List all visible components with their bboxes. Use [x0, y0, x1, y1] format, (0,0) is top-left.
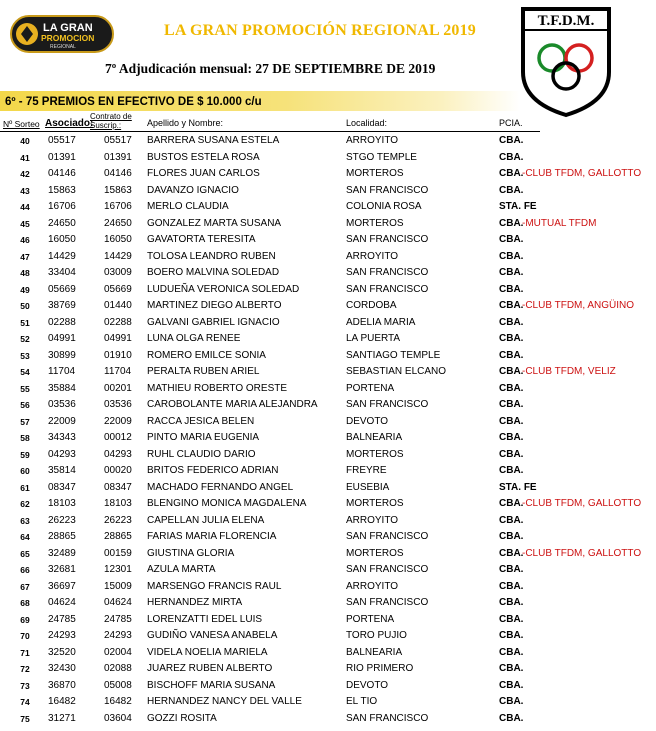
row-localidad: BALNEARIA: [346, 646, 403, 658]
table-row: [0, 710, 656, 727]
row-asociado: 24293: [48, 630, 76, 641]
row-pcia: CBA.: [499, 679, 524, 691]
row-localidad: SAN FRANCISCO: [346, 712, 429, 724]
row-pcia: CBA.: [499, 349, 524, 361]
row-localidad: SAN FRANCISCO: [346, 597, 429, 608]
row-nombre: GIUSTINA GLORIA: [147, 547, 235, 559]
row-localidad: FREYRE: [346, 465, 387, 476]
row-number: 57: [20, 416, 30, 427]
row-localidad: PORTENA: [346, 613, 395, 625]
row-contrato: 02004: [104, 646, 132, 658]
row-number: 43: [20, 185, 30, 196]
row-number: 72: [20, 664, 30, 674]
row-nombre: GONZALEZ MARTA SUSANA: [147, 217, 282, 229]
row-localidad: SAN FRANCISCO: [346, 184, 429, 196]
row-contrato: 03009: [104, 267, 132, 278]
row-number: 64: [20, 532, 30, 542]
row-asociado: 04146: [48, 168, 76, 179]
row-localidad: ARROYITO: [346, 580, 399, 592]
row-pcia: CBA.: [499, 283, 524, 295]
row-pcia: CBA.: [499, 366, 524, 377]
row-asociado: 35884: [48, 382, 76, 394]
row-contrato: 02288: [104, 316, 132, 328]
row-number: 67: [20, 581, 30, 592]
row-note: -CLUB TFDM, GALLOTTO: [522, 168, 642, 179]
table-row: [0, 264, 656, 281]
row-contrato: 15009: [104, 580, 132, 592]
row-localidad: MORTEROS: [346, 448, 404, 460]
row-contrato: 04293: [104, 448, 132, 460]
row-number: 63: [20, 515, 30, 526]
table-row: [0, 149, 656, 166]
row-asociado: 05517: [48, 135, 76, 146]
row-asociado: 18103: [48, 498, 76, 509]
row-localidad: MORTEROS: [346, 217, 404, 229]
row-nombre: AZULA MARTA: [147, 564, 216, 575]
page-title: LA GRAN PROMOCIÓN REGIONAL 2019: [164, 22, 476, 39]
row-number: 46: [20, 235, 30, 245]
table-row: [0, 594, 656, 611]
table-row: [0, 495, 656, 512]
col-header-contrato-line1: Contrato de: [90, 112, 132, 121]
row-localidad: ARROYITO: [346, 135, 399, 146]
row-nombre: FLORES JUAN CARLOS: [147, 168, 260, 179]
row-contrato: 05669: [104, 283, 132, 295]
row-contrato: 01910: [104, 349, 132, 361]
table-row: [0, 380, 656, 397]
row-number: 56: [20, 400, 30, 410]
row-nombre: RUHL CLAUDIO DARIO: [147, 448, 256, 460]
row-pcia: CBA.: [499, 399, 524, 410]
row-contrato: 12301: [104, 564, 132, 575]
table-row: [0, 446, 656, 463]
col-header-nombre: Apellido y Nombre:: [147, 118, 224, 128]
row-pcia: CBA.: [499, 135, 524, 146]
table-row: [0, 314, 656, 331]
table-row: [0, 165, 656, 182]
row-localidad: ADELIA MARIA: [346, 316, 416, 328]
row-localidad: SAN FRANCISCO: [346, 399, 429, 410]
row-number: 75: [20, 713, 30, 724]
row-nombre: PERALTA RUBEN ARIEL: [147, 366, 260, 377]
row-number: 42: [20, 169, 30, 179]
table-row: [0, 413, 656, 430]
row-nombre: MARTINEZ DIEGO ALBERTO: [147, 300, 282, 311]
table-row: [0, 479, 656, 496]
row-contrato: 16482: [104, 696, 132, 707]
row-localidad: ARROYITO: [346, 250, 399, 262]
row-note: -CLUB TFDM, VELIZ: [522, 366, 616, 377]
row-contrato: 00012: [104, 432, 132, 443]
row-contrato: 24293: [104, 630, 132, 641]
prize-line: 6º - 75 PREMIOS EN EFECTIVO DE $ 10.000 c/u: [5, 96, 262, 108]
row-localidad: DEVOTO: [346, 415, 389, 427]
table-row: [0, 644, 656, 661]
row-number: 49: [20, 284, 30, 295]
col-header-contrato: [90, 112, 132, 130]
row-number: 71: [20, 647, 30, 658]
row-asociado: 30899: [48, 349, 76, 361]
row-asociado: 36870: [48, 679, 76, 691]
row-asociado: 31271: [48, 712, 76, 724]
row-nombre: BOERO MALVINA SOLEDAD: [147, 267, 280, 278]
row-nombre: LUDUEÑA VERONICA SOLEDAD: [147, 283, 300, 295]
table-row: [0, 198, 656, 215]
row-number: 70: [20, 631, 30, 641]
row-contrato: 26223: [104, 514, 132, 526]
row-contrato: 01440: [104, 300, 132, 311]
tfdm-shield-logo: [520, 6, 612, 118]
row-nombre: ROMERO EMILCE SONIA: [147, 349, 266, 361]
row-pcia: CBA.: [499, 547, 524, 559]
row-pcia: CBA.: [499, 597, 524, 608]
row-number: 58: [20, 433, 30, 443]
row-contrato: 22009: [104, 415, 132, 427]
row-nombre: CAPELLAN JULIA ELENA: [147, 514, 265, 526]
row-nombre: BARRERA SUSANA ESTELA: [147, 135, 280, 146]
row-asociado: 16482: [48, 696, 76, 707]
row-number: 40: [20, 136, 30, 146]
row-asociado: 32489: [48, 547, 76, 559]
table-row: [0, 528, 656, 545]
row-localidad: DEVOTO: [346, 679, 389, 691]
table-row: [0, 330, 656, 347]
row-localidad: MORTEROS: [346, 498, 404, 509]
row-contrato: 16050: [104, 234, 132, 245]
row-number: 53: [20, 350, 30, 361]
table-row: [0, 512, 656, 529]
row-number: 41: [20, 152, 30, 163]
row-number: 44: [20, 202, 30, 212]
row-contrato: 02088: [104, 663, 132, 674]
row-localidad: SAN FRANCISCO: [346, 564, 429, 575]
row-asociado: 24785: [48, 613, 76, 625]
row-asociado: 14429: [48, 250, 76, 262]
row-asociado: 05669: [48, 283, 76, 295]
row-pcia: CBA.: [499, 514, 524, 526]
row-number: 52: [20, 334, 30, 344]
row-localidad: SAN FRANCISCO: [346, 267, 429, 278]
table-row: [0, 660, 656, 677]
row-pcia: CBA.: [499, 267, 524, 278]
row-pcia: CBA.: [499, 613, 524, 625]
row-contrato: 00201: [104, 382, 132, 394]
row-contrato: 05008: [104, 679, 132, 691]
row-note: -CLUB TFDM, GALLOTTO: [522, 547, 642, 559]
col-header-contrato-line2: Suscrip.:: [90, 121, 122, 130]
table-row: [0, 627, 656, 644]
row-localidad: TORO PUJIO: [346, 630, 407, 641]
row-asociado: 01391: [48, 151, 76, 163]
row-nombre: GOZZI ROSITA: [147, 712, 217, 724]
row-number: 74: [20, 697, 30, 707]
table-row: [0, 429, 656, 446]
row-pcia: CBA.: [499, 250, 524, 262]
row-nombre: PINTO MARIA EUGENIA: [147, 432, 260, 443]
row-pcia: CBA.: [499, 432, 524, 443]
row-nombre: TOLOSA LEANDRO RUBEN: [147, 250, 276, 262]
row-pcia: CBA.: [499, 696, 524, 707]
table-row: [0, 182, 656, 199]
row-nombre: HERNANDEZ NANCY DEL VALLE: [147, 696, 302, 707]
row-pcia: STA. FE: [499, 481, 537, 493]
row-localidad: SEBASTIAN ELCANO: [346, 366, 447, 377]
row-asociado: 02288: [48, 316, 76, 328]
row-pcia: CBA.: [499, 168, 524, 179]
row-number: 68: [20, 598, 30, 608]
row-number: 50: [20, 301, 30, 311]
row-asociado: 32520: [48, 646, 76, 658]
row-localidad: COLONIA ROSA: [346, 201, 422, 212]
row-number: 51: [20, 317, 30, 328]
row-localidad: SAN FRANCISCO: [346, 283, 429, 295]
row-pcia: CBA.: [499, 564, 524, 575]
row-number: 61: [20, 482, 30, 493]
row-number: 59: [20, 449, 30, 460]
row-nombre: LUNA OLGA RENEE: [147, 333, 241, 344]
la-gran-promocion-logo: [10, 14, 114, 54]
row-asociado: 04293: [48, 448, 76, 460]
row-number: 47: [20, 251, 30, 262]
row-pcia: CBA.: [499, 663, 524, 674]
col-header-localidad: Localidad:: [346, 118, 388, 128]
col-header-pcia: PCIA.: [499, 118, 523, 128]
col-header-num: Nº Sorteo: [3, 119, 40, 129]
row-nombre: GAVATORTA TERESITA: [147, 234, 256, 245]
row-nombre: BRITOS FEDERICO ADRIAN: [147, 465, 279, 476]
row-contrato: 24650: [104, 217, 132, 229]
row-nombre: DAVANZO IGNACIO: [147, 184, 239, 196]
row-asociado: 33404: [48, 267, 76, 278]
row-number: 45: [20, 218, 30, 229]
row-contrato: 01391: [104, 151, 132, 163]
row-contrato: 16706: [104, 201, 132, 212]
row-contrato: 00159: [104, 547, 132, 559]
row-number: 60: [20, 466, 30, 476]
row-pcia: CBA.: [499, 382, 524, 394]
table-row: [0, 248, 656, 265]
row-localidad: MORTEROS: [346, 168, 404, 179]
row-pcia: CBA.: [499, 498, 524, 509]
row-pcia: STA. FE: [499, 201, 537, 212]
row-asociado: 04624: [48, 597, 76, 608]
row-pcia: CBA.: [499, 333, 524, 344]
row-asociado: 34343: [48, 432, 76, 443]
row-contrato: 00020: [104, 465, 132, 476]
row-number: 54: [20, 367, 30, 377]
table-row: [0, 396, 656, 413]
row-asociado: 26223: [48, 514, 76, 526]
row-nombre: GALVANI GABRIEL IGNACIO: [147, 316, 280, 328]
table-row: [0, 578, 656, 595]
row-localidad: BALNEARIA: [346, 432, 403, 443]
row-localidad: EL TIO: [346, 696, 378, 707]
row-asociado: 32681: [48, 564, 76, 575]
table-row: [0, 215, 656, 232]
row-asociado: 28865: [48, 531, 76, 542]
row-nombre: RACCA JESICA BELEN: [147, 415, 255, 427]
row-number: 48: [20, 268, 30, 278]
table-row: [0, 545, 656, 562]
row-localidad: LA PUERTA: [346, 333, 401, 344]
table-row: [0, 231, 656, 248]
row-number: 66: [20, 565, 30, 575]
row-nombre: BISCHOFF MARIA SUSANA: [147, 679, 276, 691]
row-asociado: 11704: [48, 366, 76, 377]
row-nombre: CAROBOLANTE MARIA ALEJANDRA: [147, 399, 318, 410]
row-localidad: EUSEBIA: [346, 481, 390, 493]
row-nombre: MACHADO FERNANDO ANGEL: [147, 481, 294, 493]
row-pcia: CBA.: [499, 151, 524, 163]
row-number: 55: [20, 383, 30, 394]
table-row: [0, 677, 656, 694]
row-note: -CLUB TFDM, ANGÜINO: [522, 300, 635, 311]
row-asociado: 35814: [48, 465, 76, 476]
row-pcia: CBA.: [499, 531, 524, 542]
logo-left-line3: REGIONAL: [50, 44, 76, 50]
row-localidad: MORTEROS: [346, 547, 404, 559]
row-nombre: MARSENGO FRANCIS RAUL: [147, 580, 282, 592]
row-nombre: LORENZATTI EDEL LUIS: [147, 613, 263, 625]
row-localidad: SAN FRANCISCO: [346, 234, 429, 245]
row-pcia: CBA.: [499, 580, 524, 592]
row-pcia: CBA.: [499, 300, 524, 311]
row-localidad: SAN FRANCISCO: [346, 531, 429, 542]
row-localidad: STGO TEMPLE: [346, 151, 417, 163]
row-asociado: 38769: [48, 300, 76, 311]
row-pcia: CBA.: [499, 465, 524, 476]
row-localidad: ARROYITO: [346, 514, 399, 526]
row-localidad: RIO PRIMERO: [346, 663, 414, 674]
row-nombre: MATHIEU ROBERTO ORESTE: [147, 382, 288, 394]
row-contrato: 15863: [104, 184, 132, 196]
row-contrato: 14429: [104, 250, 132, 262]
row-localidad: SANTIAGO TEMPLE: [346, 349, 441, 361]
row-pcia: CBA.: [499, 415, 524, 427]
row-contrato: 18103: [104, 498, 132, 509]
row-contrato: 04624: [104, 597, 132, 608]
row-nombre: BUSTOS ESTELA ROSA: [147, 151, 260, 163]
row-number: 65: [20, 548, 30, 559]
row-nombre: BLENGINO MONICA MAGDALENA: [147, 498, 307, 509]
page-subtitle: 7º Adjudicación mensual: 27 DE SEPTIEMBRE DE 2019: [105, 61, 436, 76]
table-row: [0, 132, 656, 149]
row-nombre: GUDIÑO VANESA ANABELA: [147, 630, 278, 641]
row-contrato: 04991: [104, 333, 132, 344]
col-header-asociado: Asociado:: [45, 118, 94, 129]
row-pcia: CBA.: [499, 316, 524, 328]
table-row: [0, 561, 656, 578]
row-contrato: 04146: [104, 168, 132, 179]
table-row: [0, 462, 656, 479]
row-asociado: 15863: [48, 184, 76, 196]
row-pcia: CBA.: [499, 234, 524, 245]
row-note: -MUTUAL TFDM: [522, 217, 597, 229]
row-pcia: CBA.: [499, 184, 524, 196]
row-nombre: VIDELA NOELIA MARIELA: [147, 646, 268, 658]
row-contrato: 11704: [104, 366, 132, 377]
row-contrato: 08347: [104, 481, 132, 493]
row-asociado: 16706: [48, 201, 76, 212]
row-pcia: CBA.: [499, 646, 524, 658]
row-asociado: 03536: [48, 399, 76, 410]
logo-right-text: T.F.D.M.: [537, 13, 595, 29]
table-row: [0, 347, 656, 364]
row-contrato: 03604: [104, 712, 132, 724]
row-asociado: 36697: [48, 580, 76, 592]
row-contrato: 24785: [104, 613, 132, 625]
row-number: 69: [20, 614, 30, 625]
table-row: [0, 297, 656, 314]
row-pcia: CBA.: [499, 712, 524, 724]
row-contrato: 05517: [104, 135, 132, 146]
row-contrato: 28865: [104, 531, 132, 542]
row-pcia: CBA.: [499, 448, 524, 460]
row-pcia: CBA.: [499, 630, 524, 641]
row-nombre: HERNANDEZ MIRTA: [147, 597, 243, 608]
row-localidad: PORTENA: [346, 382, 395, 394]
row-note: -CLUB TFDM, GALLOTTO: [522, 498, 642, 509]
row-number: 73: [20, 680, 30, 691]
row-asociado: 22009: [48, 415, 76, 427]
row-nombre: MERLO CLAUDIA: [147, 201, 229, 212]
row-asociado: 24650: [48, 217, 76, 229]
row-nombre: FARIAS MARIA FLORENCIA: [147, 531, 277, 542]
row-nombre: JUAREZ RUBEN ALBERTO: [147, 663, 273, 674]
row-asociado: 32430: [48, 663, 76, 674]
row-contrato: 03536: [104, 399, 132, 410]
row-pcia: CBA.: [499, 217, 524, 229]
row-number: 62: [20, 499, 30, 509]
winners-table: [0, 132, 656, 726]
row-asociado: 16050: [48, 234, 76, 245]
logo-left-line2: PROMOCION: [41, 33, 95, 43]
table-row: [0, 693, 656, 710]
logo-left-line1: LA GRAN: [43, 22, 93, 34]
table-row: [0, 281, 656, 298]
row-asociado: 08347: [48, 481, 76, 493]
table-row: [0, 611, 656, 628]
row-localidad: CORDOBA: [346, 300, 397, 311]
row-asociado: 04991: [48, 333, 76, 344]
table-row: [0, 363, 656, 380]
